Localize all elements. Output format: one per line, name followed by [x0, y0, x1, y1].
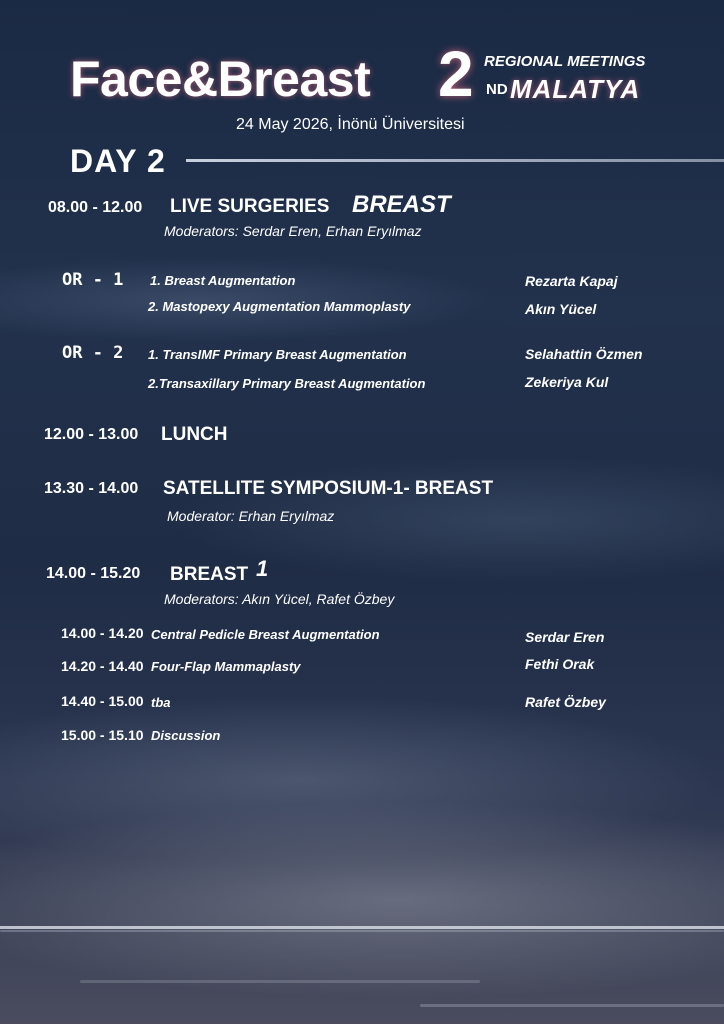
talk-time: 14.20 - 14.40 [61, 658, 144, 674]
talk-title: Discussion [151, 728, 221, 743]
session-moderators: Moderator: Erhan Eryılmaz [167, 508, 335, 524]
talk-time: 14.40 - 15.00 [61, 693, 144, 709]
edition-number: 2 [438, 38, 474, 110]
session-title: LUNCH [161, 424, 228, 445]
speaker: Fethi Orak [525, 656, 595, 672]
session-time: 12.00 - 13.00 [44, 426, 139, 443]
event-title: Face&Breast [70, 51, 371, 107]
session-moderators: Moderators: Akın Yücel, Rafet Özbey [164, 591, 395, 607]
talk-title: 2.Transaxillary Primary Breast Augmentation [148, 376, 426, 391]
speaker: Akın Yücel [525, 301, 597, 317]
day-divider [186, 159, 724, 162]
or-label: OR - 1 [62, 270, 124, 290]
session-time: 13.30 - 14.00 [44, 480, 139, 497]
cloud-streak [420, 1004, 724, 1007]
talk-time: 14.00 - 14.20 [61, 625, 144, 641]
session-title: LIVE SURGERIES [170, 196, 330, 217]
session-moderators: Moderators: Serdar Eren, Erhan Eryılmaz [164, 223, 422, 239]
cloud-streak [0, 930, 724, 932]
speaker: Rafet Özbey [525, 694, 606, 710]
session-title-emph: BREAST [352, 191, 451, 218]
talk-title: 1. Breast Augmentation [150, 273, 296, 288]
session-title: BREAST [170, 564, 249, 585]
edition-suffix: ND [486, 81, 508, 98]
speaker: Rezarta Kapaj [525, 273, 618, 289]
speaker: Zekeriya Kul [525, 374, 609, 390]
session-time: 08.00 - 12.00 [48, 199, 143, 216]
bottom-divider [0, 926, 724, 929]
regional-meetings-label: REGIONAL MEETINGS [484, 53, 646, 70]
city-label: MALATYA [510, 74, 641, 104]
talk-title: Four-Flap Mammaplasty [151, 659, 301, 674]
session-title-emph: 1 [256, 556, 269, 581]
date-venue: 24 May 2026, İnönü Üniversitesi [236, 116, 465, 133]
session-time: 14.00 - 15.20 [46, 565, 141, 582]
talk-time: 15.00 - 15.10 [61, 727, 144, 743]
session-title: SATELLITE SYMPOSIUM-1- BREAST [163, 478, 494, 499]
or-label: OR - 2 [62, 343, 124, 363]
speaker: Serdar Eren [525, 629, 605, 645]
day-label: DAY 2 [70, 143, 166, 179]
talk-title: tba [151, 695, 171, 710]
speaker: Selahattin Özmen [525, 346, 643, 362]
talk-title: 2. Mastopexy Augmentation Mammoplasty [148, 299, 411, 314]
cloud-streak [80, 980, 480, 983]
talk-title: 1. TransIMF Primary Breast Augmentation [148, 347, 407, 362]
talk-title: Central Pedicle Breast Augmentation [151, 627, 380, 642]
